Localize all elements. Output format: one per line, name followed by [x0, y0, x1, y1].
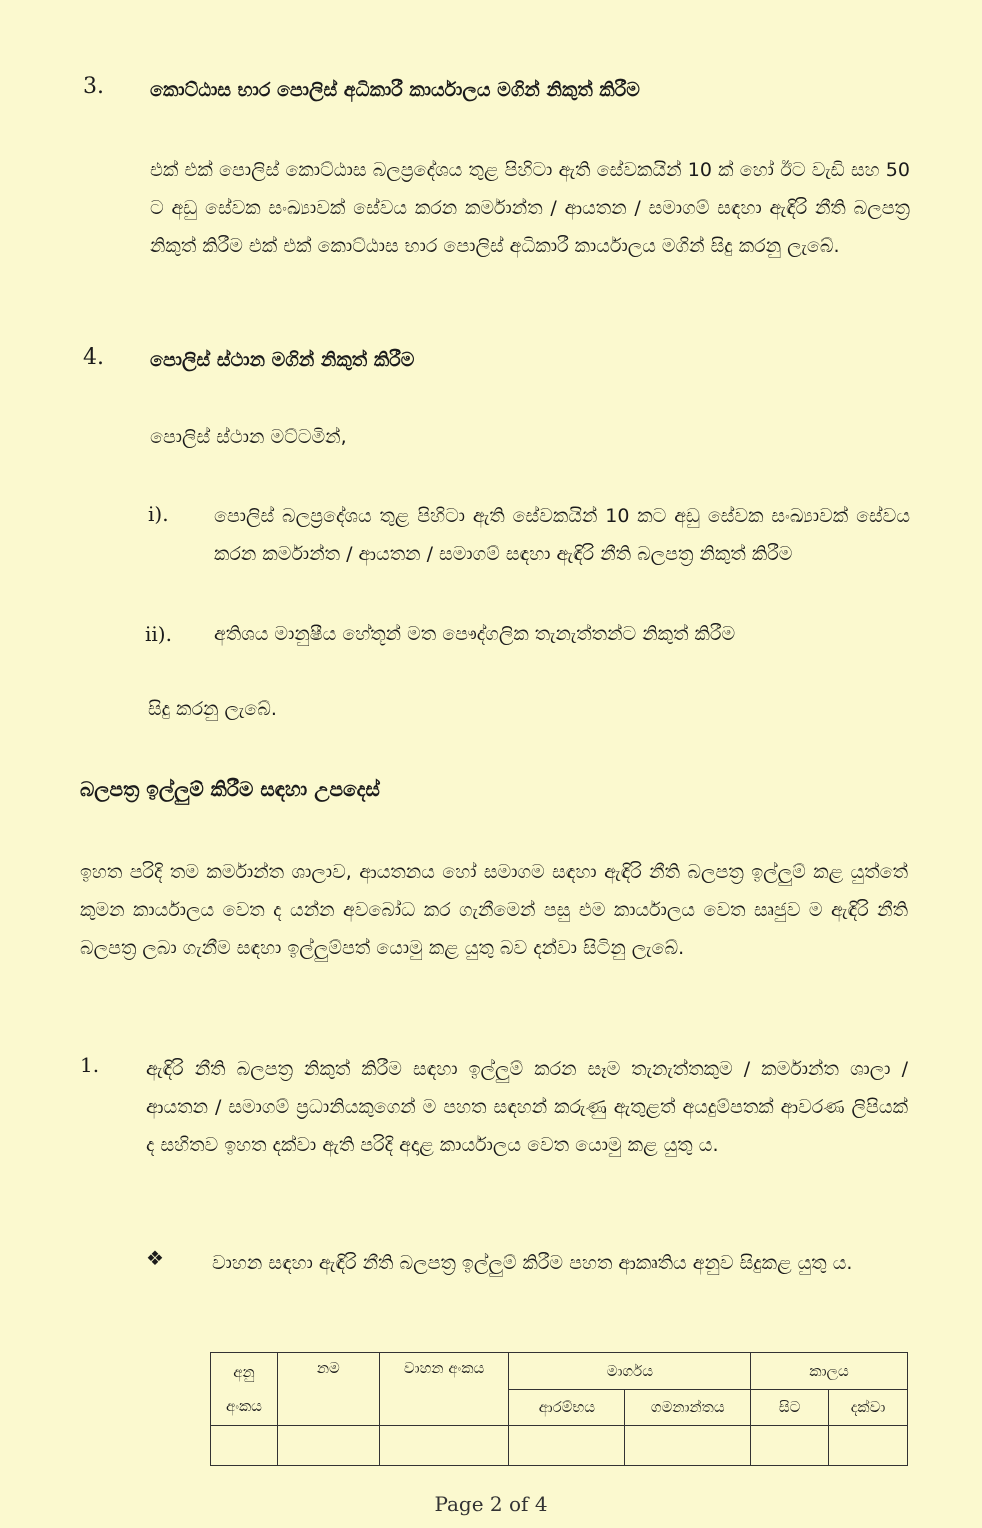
col-to-header: දක්වා: [829, 1389, 908, 1426]
vehicle-permit-table: [210, 1352, 908, 1466]
section-4-heading: පොලිස් ස්ථාන මගින් නිකුත් කිරීම: [150, 349, 415, 371]
table-cell: [509, 1426, 625, 1466]
page-number-footer: Page 2 of 4: [434, 1492, 548, 1516]
section-3-number: 3.: [83, 74, 104, 99]
bullet-text: වාහන සඳහා ඇඳිරි නීති බලපත්‍ර ඉල්ලුම් කිරීම පහත ආකෘතිය අනුව සිදුකළ යුතු ය.: [212, 1252, 853, 1274]
table-row: [211, 1426, 908, 1466]
col-route-start-header: ආරම්භය: [509, 1389, 625, 1426]
section-4-number: 4.: [83, 345, 104, 370]
guidance-body: ඉහත පරිදි තම කර්මාන්ත ශාලාව, ආයතනය හෝ සමාගම සඳහා ඇඳිරි නීති බලපත්‍ර ඉල්ලුම් කළ යුත්තේ කුමන කාර්යාලය වෙත ද යන්න අවබෝධ කර ගැනීමෙන් පසු එම කාර්යාලය වෙත සෘජුව ම ඇඳිරි නීති බලපත්‍ර ලබා ගැනීම සඳහා ඉල්ලුම්පත් යොමු කළ යුතු බව දන්වා සිටිනු ලැබේ.: [80, 861, 908, 959]
item-1-number: 1.: [80, 1053, 100, 1077]
table-cell: [277, 1426, 379, 1466]
col-from-header: සිට: [751, 1389, 829, 1426]
col-name-header: නම: [277, 1353, 379, 1426]
section-4-closing: සිදු කරනු ලැබේ.: [148, 698, 277, 720]
table-cell: [379, 1426, 509, 1466]
col-route-dest-header: ගමනාන්තය: [625, 1389, 751, 1426]
list-item-marker: i).: [148, 502, 169, 526]
item-1-text: ඇඳිරි නීති බලපත්‍ර නිකුත් කිරීම සඳහා ඉල්ලුම් කරන සෑම තැනැත්තකුම / කර්මාන්ත ශාලා / ආයතන / සමාගම් ප්‍රධානියකුගෙන් ම පහත සඳහන් කරුණු ඇතුළත් අයදුම්පතක් ආවරණ ලිපියක් ද සහිතව ඉහත දක්වා ඇති පරිදි අදාළ කාර්යාලය වෙත යොමු කළ යුතු ය.: [146, 1058, 908, 1156]
guidance-heading: බලපත්‍ර ඉල්ලුම් කිරීම සඳහා උපදෙස්: [80, 777, 380, 801]
col-route-header: මාර්ගය: [509, 1353, 751, 1390]
col-vehicle-header: වාහන අංකය: [379, 1353, 509, 1426]
table-cell: [211, 1426, 278, 1466]
list-item-text: පොලිස් බලප්‍රදේශය තුළ පිහිටා ඇති සේවකයින් 10 කට අඩු සේවක සංඛ්‍යාවක් සේවය කරන කර්මාන්ත / ආයතන / සමාගම් සඳහා ඇඳිරි නීති බලපත්‍ර නිකුත් කිරීම: [214, 505, 910, 565]
diamond-bullet-icon: ❖: [146, 1246, 164, 1270]
list-item-marker: ii).: [145, 622, 172, 646]
col-period-header: කාලය: [751, 1353, 908, 1390]
table-cell: [829, 1426, 908, 1466]
section-3-body: එක් එක් පොලිස් කොට්ඨාස බලප්‍රදේශය තුළ පිහිටා ඇති සේවකයින් 10 ක් හෝ ඊට වැඩි සහ 50 ට අඩු සේවක සංඛ්‍යාවක් සේවය කරන කර්මාන්ත / ආයතන / සමාගම් සඳහා ඇඳිරි නීති බලපත්‍ර නිකුත් කිරීම එක් එක් කොට්ඨාස භාර පොලිස් අධිකාරී කාර්යාලය මගින් සිදු කරනු ලැබේ.: [150, 159, 910, 257]
section-3-heading: කොට්ඨාස භාර පොලිස් අධිකාරී කාර්යාලය මගින් නිකුත් කිරීම: [150, 79, 640, 101]
list-item-text: අතිශය මානුෂීය හේතූන් මත පෞද්ගලික තැනැත්තන්ට නිකුත් කිරීම: [214, 623, 736, 645]
table-cell: [625, 1426, 751, 1466]
col-serial-header: අනු අංකය: [211, 1353, 278, 1426]
section-4-intro: පොලිස් ස්ථාන මට්ටමින්,: [150, 426, 347, 448]
table-cell: [751, 1426, 829, 1466]
